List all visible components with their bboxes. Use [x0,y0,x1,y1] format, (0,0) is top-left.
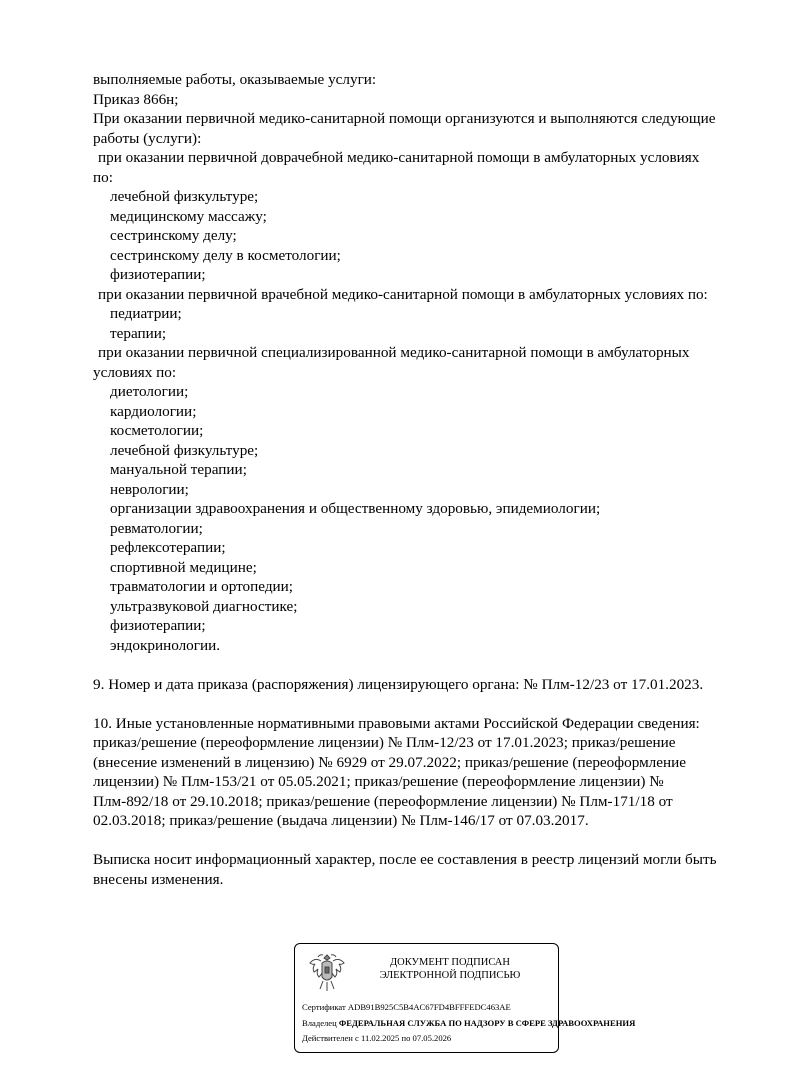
disclaimer-line: внесены изменения. [93,870,224,888]
other-info-line: 02.03.2018; приказ/решение (выдача лицензии) № Плм-146/17 от 07.03.2017. [93,812,589,829]
list-item: медицинскому массажу; [110,207,267,225]
other-info-line: лицензии) № Плм-153/21 от 05.05.2021; приказ/решение (переоформление лицензии) № [93,773,664,790]
stamp-title: ДОКУМЕНТ ПОДПИСАН ЭЛЕКТРОННОЙ ПОДПИСЬЮ [379,957,521,981]
validity-row: Действителен с 11.02.2025 по 07.05.2026 [302,1033,452,1043]
section-heading: при оказании первичной доврачебной медико-санитарной помощи в амбулаторных условиях [98,149,700,166]
list-item: косметологии; [110,422,204,439]
list-item: лечебной физкультуре; [110,188,259,205]
other-info-line: 10. Иные установленные нормативными правовыми актами Российской Федерации сведения: [93,714,700,732]
list-item: терапии; [110,324,167,342]
list-item: спортивной медицине; [110,558,257,576]
list-item: лечебной физкультуре; [110,441,259,459]
list-item: физиотерапии; [110,617,206,634]
other-info-line: приказ/решение (переоформление лицензии) № Плм-12/23 от 17.01.2023; приказ/решение [93,734,676,751]
list-item: педиатрии; [110,305,182,322]
list-item: неврологии; [110,480,189,498]
list-item: организации здравоохранения и общественному здоровью, эпидемиологии; [110,500,601,517]
section-heading-cont: условиях по: [93,363,177,381]
list-item: рефлексотерапии; [110,539,226,556]
disclaimer-line: Выписка носит информационный характер, после ее составления в реестр лицензий могли быть [93,851,717,868]
document-body [93,70,753,889]
coat-of-arms-icon [307,951,347,995]
list-item: ультразвуковой диагностике; [110,597,298,615]
intro-line: Приказ 866н; [93,90,179,108]
e-signature-stamp [294,943,636,1053]
intro-line: При оказании первичной медико-санитарной помощи организуются и выполняются следующие [93,110,716,127]
other-info-line: (внесение изменений в лицензию) № 6929 от 29.07.2022; приказ/решение (переоформление [93,753,686,771]
section-heading: при оказании первичной специализированной медико-санитарной помощи в амбулаторных [98,344,690,361]
list-item: кардиологии; [110,402,197,420]
list-item: мануальной терапии; [110,461,247,478]
list-item: сестринскому делу; [110,227,237,244]
intro-line: работы (услуги): [93,129,202,147]
owner-row: Владелец ФЕДЕРАЛЬНАЯ СЛУЖБА ПО НАДЗОРУ В СФЕРЕ ЗДРАВООХРАНЕНИЯ [302,1018,636,1028]
other-info-line: Плм-892/18 от 29.10.2018; приказ/решение (переоформление лицензии) № Плм-171/18 от [93,792,673,810]
section-heading-cont: по: [93,168,113,186]
intro-line: выполняемые работы, оказываемые услуги: [93,71,377,88]
list-item: сестринскому делу в косметологии; [110,246,341,264]
order-number-line: 9. Номер и дата приказа (распоряжения) лицензирующего органа: № Плм-12/23 от 17.01.2023. [93,675,704,693]
section-heading: при оказании первичной врачебной медико-санитарной помощи в амбулаторных условиях по: [98,285,708,303]
list-item: физиотерапии; [110,266,206,283]
certificate-row: Сертификат ADB91B925C5B4AC67FD4BFFFEDC463AE [302,1002,511,1012]
list-item: эндокринологии. [110,636,221,654]
list-item: ревматологии; [110,519,203,537]
list-item: травматологии и ортопедии; [110,578,294,595]
list-item: диетологии; [110,383,189,400]
